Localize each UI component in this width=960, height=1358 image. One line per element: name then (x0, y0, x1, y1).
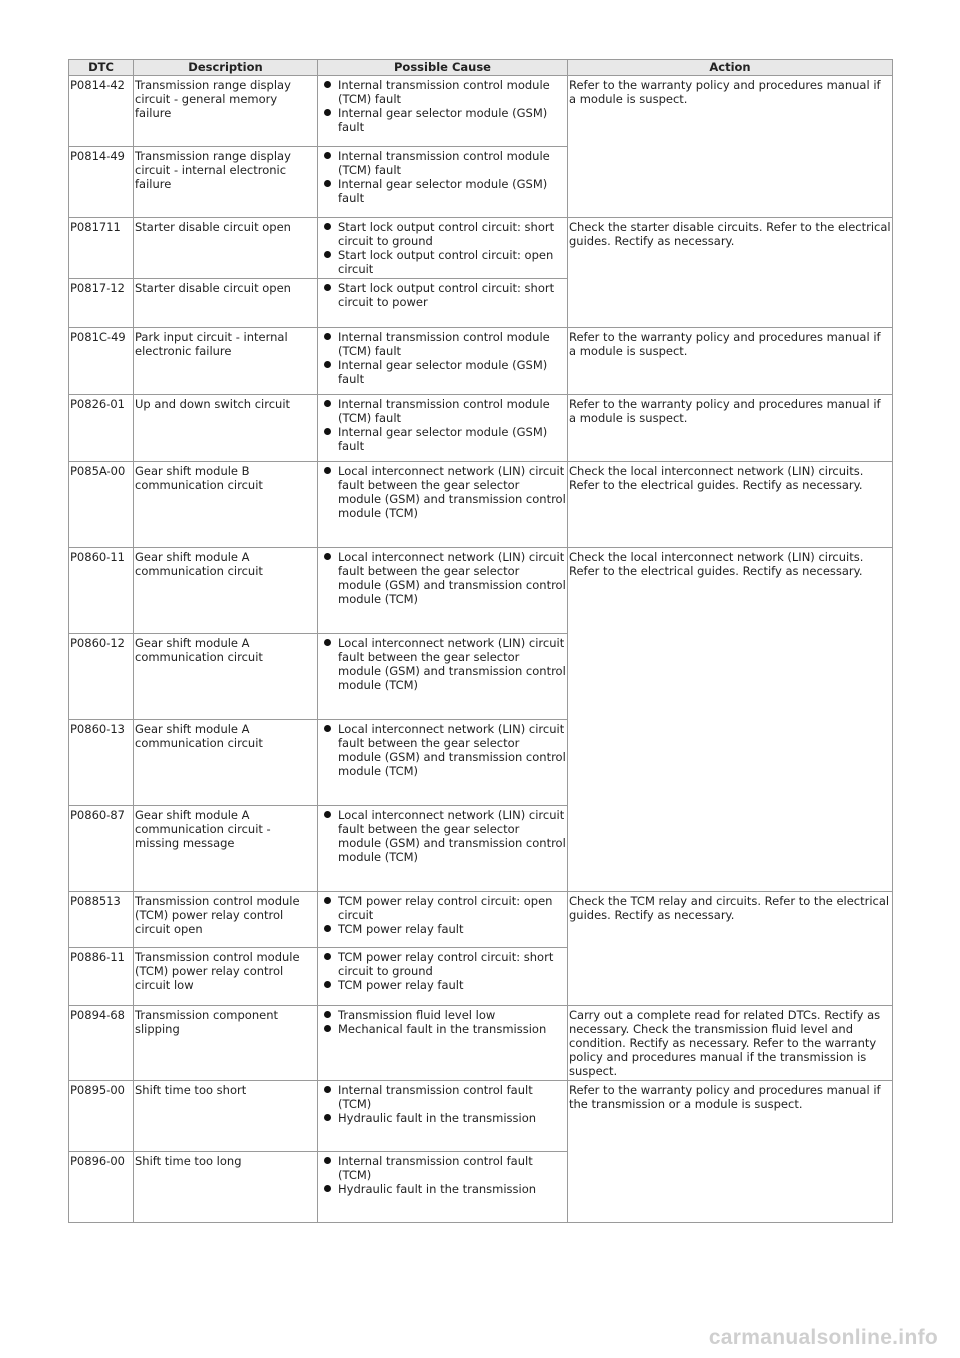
cause-item: Hydraulic fault in the transmission (338, 1182, 566, 1196)
dtc-description: Park input circuit - internal electronic failure (134, 328, 318, 395)
possible-cause-cell (318, 948, 568, 1006)
dtc-description: Gear shift module A communication circuit - missing message (134, 806, 318, 892)
dtc-code: P088513 (69, 892, 134, 948)
possible-cause-cell (318, 462, 568, 548)
cause-item: TCM power relay control circuit: open circuit (338, 894, 566, 922)
cause-list (319, 464, 566, 520)
cause-item: Local interconnect network (LIN) circuit fault between the gear selector module (GSM) and transmission control module (TCM) (338, 636, 566, 692)
cause-list (319, 1154, 566, 1196)
action-cell: Refer to the warranty policy and procedures manual if a module is suspect. (568, 395, 893, 462)
action-cell: Check the starter disable circuits. Refer to the electrical guides. Rectify as necessary. (568, 218, 893, 328)
cause-item: Hydraulic fault in the transmission (338, 1111, 566, 1125)
dtc-code: P081C-49 (69, 328, 134, 395)
table-row (69, 395, 893, 462)
action-cell: Refer to the warranty policy and procedures manual if a module is suspect. (568, 328, 893, 395)
possible-cause-cell (318, 806, 568, 892)
dtc-description: Shift time too short (134, 1081, 318, 1152)
cause-item: Internal transmission control fault (TCM) (338, 1083, 566, 1111)
cause-item: Internal gear selector module (GSM) fault (338, 358, 566, 386)
cause-list (319, 220, 566, 276)
dtc-code: P0860-87 (69, 806, 134, 892)
table-body (69, 76, 893, 1223)
cause-item: Internal gear selector module (GSM) fault (338, 425, 566, 453)
possible-cause-cell (318, 720, 568, 806)
watermark-text: carmanualsonline.info (708, 1326, 938, 1349)
cause-item: Internal transmission control module (TCM) fault (338, 397, 566, 425)
possible-cause-cell (318, 892, 568, 948)
table-row (69, 892, 893, 948)
cause-item: TCM power relay fault (338, 978, 566, 992)
cause-list (319, 149, 566, 205)
cause-list (319, 281, 566, 309)
action-cell: Refer to the warranty policy and procedures manual if the transmission or a module is suspect. (568, 1081, 893, 1223)
action-cell: Check the TCM relay and circuits. Refer to the electrical guides. Rectify as necessary. (568, 892, 893, 1006)
possible-cause-cell (318, 395, 568, 462)
header-description: Description (134, 60, 318, 76)
cause-item: Start lock output control circuit: open circuit (338, 248, 566, 276)
cause-item: Internal transmission control module (TCM) fault (338, 78, 566, 106)
dtc-description: Transmission control module (TCM) power relay control circuit low (134, 948, 318, 1006)
cause-list (319, 1008, 566, 1036)
dtc-code: P0860-13 (69, 720, 134, 806)
dtc-code: P081711 (69, 218, 134, 279)
table-row (69, 1081, 893, 1152)
dtc-code: P0817-12 (69, 279, 134, 328)
cause-item: Start lock output control circuit: short circuit to power (338, 281, 566, 309)
table-header-row (69, 60, 893, 76)
cause-item: Local interconnect network (LIN) circuit fault between the gear selector module (GSM) and transmission control module (TCM) (338, 808, 566, 864)
dtc-description: Gear shift module A communication circuit (134, 634, 318, 720)
dtc-description: Starter disable circuit open (134, 279, 318, 328)
table-row (69, 76, 893, 147)
cause-list (319, 78, 566, 134)
possible-cause-cell (318, 76, 568, 147)
dtc-code: P0860-12 (69, 634, 134, 720)
cause-list (319, 950, 566, 992)
possible-cause-cell (318, 147, 568, 218)
dtc-code: P085A-00 (69, 462, 134, 548)
dtc-code: P0860-11 (69, 548, 134, 634)
table-row (69, 328, 893, 395)
possible-cause-cell (318, 328, 568, 395)
table-row (69, 1006, 893, 1081)
cause-item: Local interconnect network (LIN) circuit fault between the gear selector module (GSM) and transmission control module (TCM) (338, 464, 566, 520)
cause-list (319, 894, 566, 936)
dtc-code: P0886-11 (69, 948, 134, 1006)
dtc-code: P0895-00 (69, 1081, 134, 1152)
dtc-description: Transmission range display circuit - general memory failure (134, 76, 318, 147)
table-row (69, 218, 893, 279)
cause-item: TCM power relay control circuit: short circuit to ground (338, 950, 566, 978)
dtc-code: P0894-68 (69, 1006, 134, 1081)
possible-cause-cell (318, 1081, 568, 1152)
possible-cause-cell (318, 1152, 568, 1223)
cause-list (319, 397, 566, 453)
possible-cause-cell (318, 634, 568, 720)
cause-list (319, 550, 566, 606)
dtc-description: Gear shift module A communication circuit (134, 720, 318, 806)
action-cell: Check the local interconnect network (LIN) circuits. Refer to the electrical guides. Rectify as necessary. (568, 548, 893, 892)
possible-cause-cell (318, 548, 568, 634)
cause-list (319, 330, 566, 386)
possible-cause-cell (318, 279, 568, 328)
cause-item: Mechanical fault in the transmission (338, 1022, 566, 1036)
cause-item: Local interconnect network (LIN) circuit fault between the gear selector module (GSM) and transmission control module (TCM) (338, 722, 566, 778)
cause-item: Internal gear selector module (GSM) fault (338, 177, 566, 205)
action-cell: Check the local interconnect network (LIN) circuits. Refer to the electrical guides. Rectify as necessary. (568, 462, 893, 548)
cause-item: Internal gear selector module (GSM) fault (338, 106, 566, 134)
dtc-description: Transmission component slipping (134, 1006, 318, 1081)
dtc-table (68, 59, 893, 1223)
cause-item: Start lock output control circuit: short circuit to ground (338, 220, 566, 248)
header-action: Action (568, 60, 893, 76)
dtc-description: Transmission range display circuit - internal electronic failure (134, 147, 318, 218)
possible-cause-cell (318, 218, 568, 279)
dtc-code: P0896-00 (69, 1152, 134, 1223)
dtc-description: Gear shift module A communication circuit (134, 548, 318, 634)
cause-list (319, 636, 566, 692)
dtc-description: Shift time too long (134, 1152, 318, 1223)
dtc-description: Up and down switch circuit (134, 395, 318, 462)
dtc-description: Starter disable circuit open (134, 218, 318, 279)
header-dtc: DTC (69, 60, 134, 76)
dtc-description: Transmission control module (TCM) power relay control circuit open (134, 892, 318, 948)
cause-item: Local interconnect network (LIN) circuit fault between the gear selector module (GSM) and transmission control module (TCM) (338, 550, 566, 606)
dtc-code: P0814-42 (69, 76, 134, 147)
dtc-description: Gear shift module B communication circuit (134, 462, 318, 548)
table-row (69, 548, 893, 634)
dtc-code: P0814-49 (69, 147, 134, 218)
action-cell: Refer to the warranty policy and procedures manual if a module is suspect. (568, 76, 893, 218)
cause-list (319, 1083, 566, 1125)
cause-item: TCM power relay fault (338, 922, 566, 936)
dtc-code: P0826-01 (69, 395, 134, 462)
possible-cause-cell (318, 1006, 568, 1081)
cause-item: Internal transmission control fault (TCM) (338, 1154, 566, 1182)
cause-list (319, 722, 566, 778)
cause-item: Internal transmission control module (TCM) fault (338, 149, 566, 177)
cause-item: Internal transmission control module (TCM) fault (338, 330, 566, 358)
table-row (69, 462, 893, 548)
cause-item: Transmission fluid level low (338, 1008, 566, 1022)
header-possible-cause: Possible Cause (318, 60, 568, 76)
action-cell: Carry out a complete read for related DTCs. Rectify as necessary. Check the transmission fluid level and condition. Rectify as necessary. Refer to the warranty policy and procedures manual if the transmission is suspect. (568, 1006, 893, 1081)
cause-list (319, 808, 566, 864)
